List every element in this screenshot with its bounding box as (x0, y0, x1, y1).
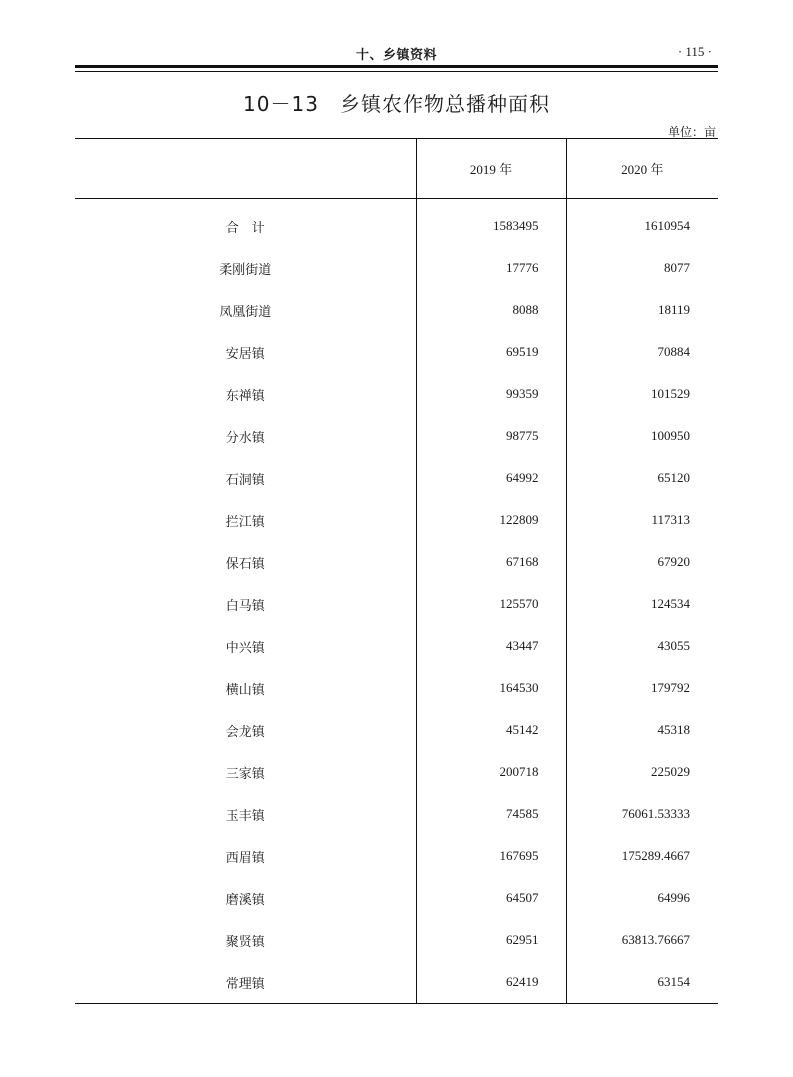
value-2020: 124534 (566, 583, 718, 625)
row-name: 分水镇 (225, 430, 265, 446)
row-name: 石洞镇 (225, 472, 265, 488)
row-name: 聚贤镇 (225, 934, 265, 950)
table-row (75, 373, 718, 415)
table-row (75, 499, 718, 541)
value-2020: 63813.76667 (566, 919, 718, 961)
row-name: 东禅镇 (225, 388, 265, 404)
table-row (75, 667, 718, 709)
table-unit: 单位：亩 (667, 125, 716, 139)
value-2020: 117313 (566, 499, 718, 541)
row-name: 安居镇 (225, 346, 265, 362)
table-row (75, 289, 718, 331)
value-2019: 45142 (416, 709, 566, 751)
value-2020: 64996 (566, 877, 718, 919)
value-2019: 74585 (416, 793, 566, 835)
row-name: 白马镇 (225, 598, 265, 614)
header-rule-thin (75, 71, 718, 72)
value-2020: 8077 (566, 247, 718, 289)
value-2020: 175289.4667 (566, 835, 718, 877)
value-2020: 100950 (566, 415, 718, 457)
row-name: 西眉镇 (225, 850, 265, 866)
value-2019: 62951 (416, 919, 566, 961)
row-name: 柔刚街道 (219, 262, 272, 278)
table-row (75, 877, 718, 919)
row-name: 常理镇 (225, 976, 265, 992)
value-2019: 64507 (416, 877, 566, 919)
row-name: 保石镇 (225, 556, 265, 572)
table-row (75, 961, 718, 1004)
value-2020: 70884 (566, 331, 718, 373)
value-2019: 67168 (416, 541, 566, 583)
value-2019: 99359 (416, 373, 566, 415)
table-row (75, 199, 718, 248)
value-2019: 167695 (416, 835, 566, 877)
table-row (75, 835, 718, 877)
table-row (75, 541, 718, 583)
value-2019: 200718 (416, 751, 566, 793)
row-name: 磨溪镇 (225, 892, 265, 908)
table-row (75, 793, 718, 835)
value-2019: 69519 (416, 331, 566, 373)
value-2020: 43055 (566, 625, 718, 667)
value-2020: 45318 (566, 709, 718, 751)
table-row (75, 583, 718, 625)
value-2020: 225029 (566, 751, 718, 793)
value-2019: 98775 (416, 415, 566, 457)
row-name: 横山镇 (225, 682, 265, 698)
value-2020: 101529 (566, 373, 718, 415)
table-header-row (75, 139, 718, 199)
value-2020: 179792 (566, 667, 718, 709)
column-header-2019: 2019 年 (416, 139, 566, 199)
table-row (75, 919, 718, 961)
table-row (75, 709, 718, 751)
value-2020: 1610954 (566, 199, 718, 248)
value-2020: 63154 (566, 961, 718, 1004)
value-2019: 62419 (416, 961, 566, 1004)
page-number: · 115 · (677, 44, 712, 59)
row-name: 合 计 (225, 220, 265, 236)
page-header (75, 42, 718, 62)
value-2019: 17776 (416, 247, 566, 289)
table-row (75, 457, 718, 499)
table-row (75, 415, 718, 457)
row-name: 三家镇 (225, 766, 265, 782)
column-header-name (75, 139, 416, 199)
row-name: 拦江镇 (225, 514, 265, 530)
value-2020: 65120 (566, 457, 718, 499)
table-row (75, 331, 718, 373)
table-row (75, 247, 718, 289)
row-name: 玉丰镇 (225, 808, 265, 824)
value-2020: 67920 (566, 541, 718, 583)
value-2019: 43447 (416, 625, 566, 667)
table-title: 10－13 乡镇农作物总播种面积 (243, 92, 550, 116)
value-2019: 1583495 (416, 199, 566, 248)
row-name: 会龙镇 (225, 724, 265, 740)
value-2019: 125570 (416, 583, 566, 625)
data-table (75, 138, 718, 1004)
header-rule-thick (75, 65, 718, 68)
table-row (75, 625, 718, 667)
row-name: 凤凰街道 (219, 304, 272, 320)
value-2019: 122809 (416, 499, 566, 541)
row-name: 中兴镇 (225, 640, 265, 656)
value-2019: 64992 (416, 457, 566, 499)
column-header-2020: 2020 年 (566, 139, 718, 199)
table-row (75, 751, 718, 793)
value-2020: 76061.53333 (566, 793, 718, 835)
value-2020: 18119 (566, 289, 718, 331)
value-2019: 8088 (416, 289, 566, 331)
section-title: 十、乡镇资料 (355, 48, 437, 63)
value-2019: 164530 (416, 667, 566, 709)
